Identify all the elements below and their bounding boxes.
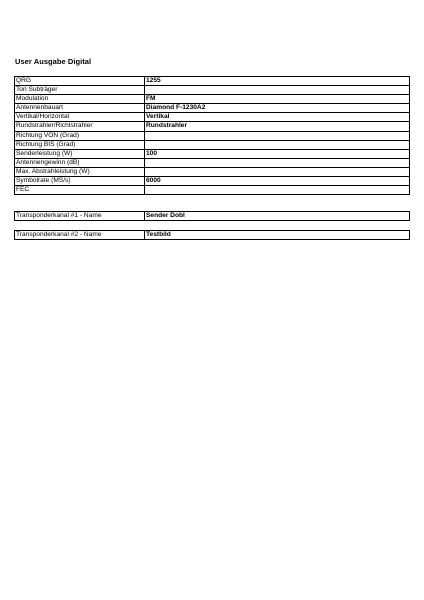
row-label: Senderleistung (W) <box>15 149 145 158</box>
row-label: Transponderkanal #1 - Name <box>15 212 145 221</box>
table-row <box>15 77 410 86</box>
table-row <box>15 86 410 95</box>
row-value: Sender Dobl <box>145 212 410 221</box>
table-row <box>15 104 410 113</box>
row-value: 100 <box>145 149 410 158</box>
transponder-table-2 <box>14 230 410 240</box>
row-value: 6000 <box>145 177 410 186</box>
table-row <box>15 212 410 221</box>
row-label: Richtung BIS (Grad) <box>15 140 145 149</box>
row-label: Modulation <box>15 95 145 104</box>
row-value <box>145 167 410 176</box>
row-label: Max. Abstrahleistung (W) <box>15 167 145 176</box>
table-row <box>15 231 410 240</box>
transponder-table-1 <box>14 211 410 221</box>
row-label: FEC <box>15 186 145 195</box>
row-label: Ton Subträger <box>15 86 145 95</box>
table-row <box>15 149 410 158</box>
row-label: Antennengewinn (dB) <box>15 158 145 167</box>
row-value: Testbild <box>145 231 410 240</box>
table-row <box>15 158 410 167</box>
page-title: User Ausgabe Digital <box>15 57 92 66</box>
table-row <box>15 177 410 186</box>
row-value <box>145 158 410 167</box>
table-row <box>15 140 410 149</box>
row-label: Richtung VON (Grad) <box>15 131 145 140</box>
row-label: QRG <box>15 77 145 86</box>
row-label: Antennenbauart <box>15 104 145 113</box>
row-label: Symbolrate (MS/s) <box>15 177 145 186</box>
row-value <box>145 186 410 195</box>
row-label: Vertikal/Horizontal <box>15 113 145 122</box>
row-value: Rundstrahler <box>145 122 410 131</box>
row-label: Transponderkanal #2 - Name <box>15 231 145 240</box>
table-row <box>15 131 410 140</box>
row-label: Rundstrahler/Richtstrahler <box>15 122 145 131</box>
row-value <box>145 86 410 95</box>
row-value: 1255 <box>145 77 410 86</box>
row-value: FM <box>145 95 410 104</box>
table-row <box>15 95 410 104</box>
row-value: Diamond F-1230A2 <box>145 104 410 113</box>
parameter-table <box>14 76 410 195</box>
row-value <box>145 140 410 149</box>
row-value <box>145 131 410 140</box>
table-row <box>15 122 410 131</box>
table-row <box>15 167 410 176</box>
table-row <box>15 186 410 195</box>
table-row <box>15 113 410 122</box>
row-value: Vertikal <box>145 113 410 122</box>
